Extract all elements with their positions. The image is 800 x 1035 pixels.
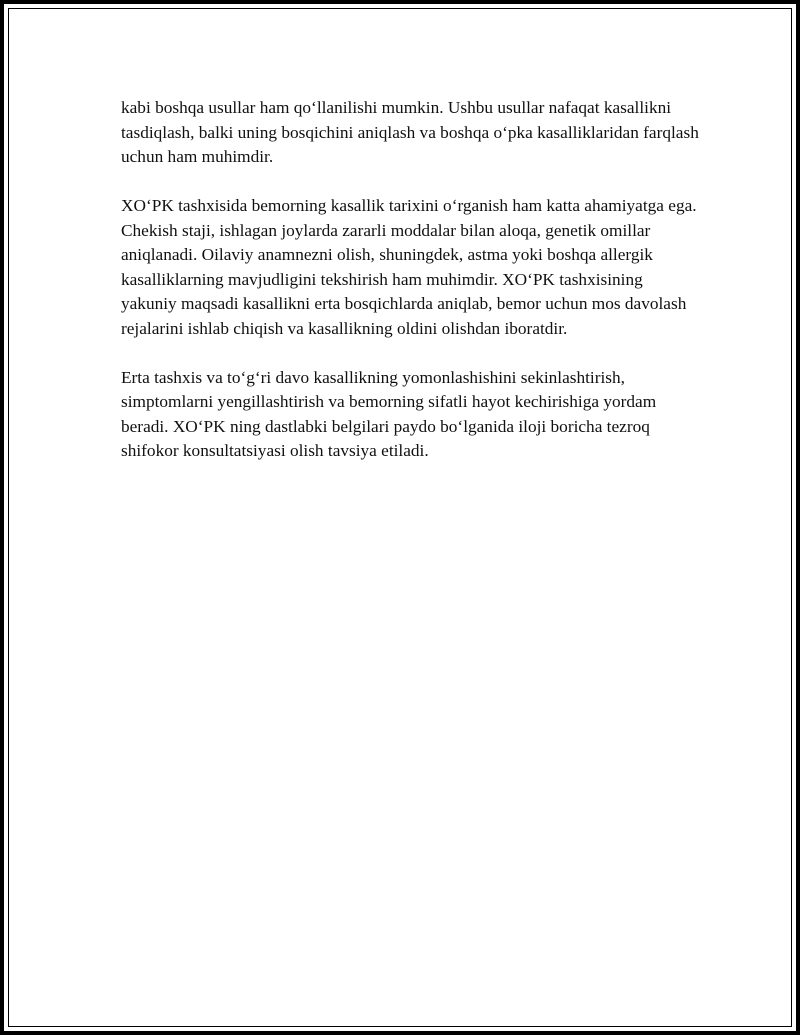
paragraph-patient-history: XO‘PK tashxisida bemorning kasallik tarixini o‘rganish ham katta ahamiyatga ega. Chekish staji, ishlagan joylarda zararli moddalar bilan aloqa, genetik omillar aniqlanadi. Oilaviy anamnezni olish, shuningdek, astma yoki boshqa allergik kasalliklarning mavjudligini tekshirish ham muhimdir. XO‘PK tashxisining yakuniy maqsadi kasallikni erta bosqichlarda aniqlab, bemor uchun mos davolash rejalarini ishlab chiqish va kasallikning oldini olishdan iboratdir. xyxy=(121,196,697,338)
paragraph-diagnostic-methods: kabi boshqa usullar ham qo‘llanilishi mumkin. Ushbu usullar nafaqat kasallikni tasdiqlash, balki uning bosqichini aniqlash va boshqa o‘pka kasalliklaridan farqlash uchun ham muhimdir. xyxy=(121,98,699,166)
document-body xyxy=(121,96,701,464)
paragraph-early-diagnosis: Erta tashxis va to‘g‘ri davo kasallikning yomonlashishini sekinlashtirish, simptomlarni yengillashtirish va bemorning sifatli hayot kechirishiga yordam beradi. XO‘PK ning dastlabki belgilari paydo bo‘lganida iloji boricha tezroq shifokor konsultatsiyasi olish tavsiya etiladi. xyxy=(121,367,657,460)
